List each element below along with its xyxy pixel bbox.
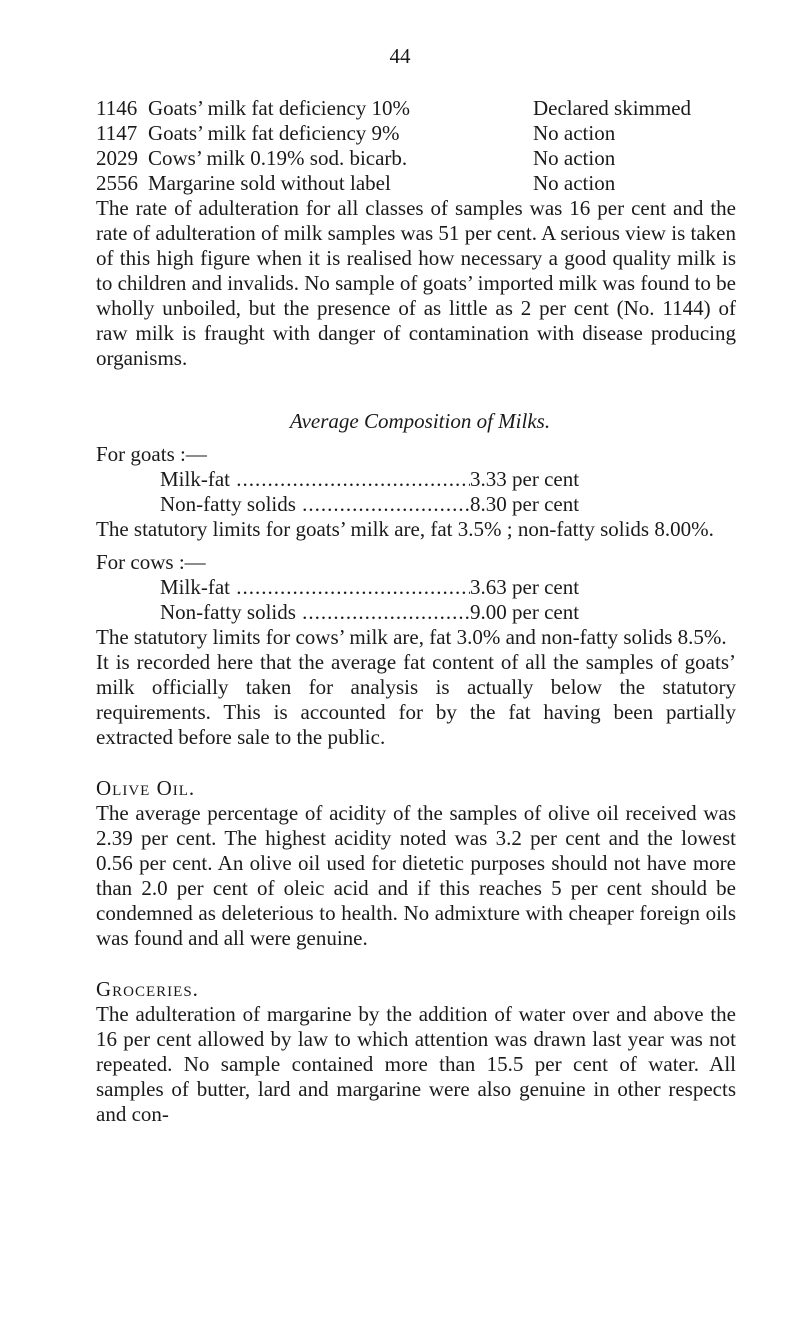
paragraph-groceries: The adulteration of margarine by the addition of water over and above the 16 per cent allowed by law to which attention was drawn last year was not repeated. No sample contained more than 15.5 per cent of water. All samples of butter, lard and margarine were also genuine in other respects and con- (96, 1002, 736, 1126)
cows-solids-value: 9.00 per cent (470, 600, 580, 624)
goats-label: For goats :— (96, 442, 207, 466)
page-body (96, 96, 736, 1127)
goats-milk-fat-label: Milk-fat ..... (160, 467, 470, 492)
section-heading-olive-oil: Olive Oil. (96, 776, 196, 800)
table-row (96, 96, 736, 121)
sample-action: No action (533, 146, 616, 170)
table-row (96, 146, 736, 171)
sample-description: Margarine sold without label (148, 171, 391, 195)
goats-solids-value: 8.30 per cent (470, 492, 580, 516)
cows-milk-fat-label: Milk-fat ..... (160, 575, 470, 600)
sample-description: Goats’ milk fat deficiency 10% (148, 96, 411, 120)
cows-solids-line (96, 600, 736, 625)
sample-action: No action (533, 121, 616, 145)
goats-statutory-limits: The statutory limits for goats’ milk are, fat 3.5% ; non-fatty solids 8.00%. (96, 517, 714, 541)
section-heading-milks: Average Composition of Milks. (289, 409, 551, 433)
sample-action: No action (533, 171, 616, 195)
sample-number: 1147 (96, 121, 138, 145)
page-number: 44 (389, 44, 411, 68)
cows-milk-fat-line (96, 575, 736, 600)
goats-milk-fat-value: 3.33 per cent (470, 467, 580, 491)
cows-statutory-limits: The statutory limits for cows’ milk are, fat 3.0% and non-fatty solids 8.5%. (96, 625, 727, 649)
cows-label: For cows :— (96, 550, 206, 574)
sample-number: 2029 (96, 146, 138, 170)
paragraph-recorded: It is recorded here that the average fat content of all the samples of goats’ milk officially taken for analysis is actually below the statutory requirements. This is accounted for by the fat having been partially extracted before sale to the public. (96, 650, 736, 749)
sample-number: 1146 (96, 96, 138, 120)
goats-solids-line (96, 492, 736, 517)
sample-action: Declared skimmed (533, 96, 692, 120)
cows-milk-fat-value: 3.63 per cent (470, 575, 580, 599)
samples-table (96, 96, 736, 196)
sample-description: Cows’ milk 0.19% sod. bicarb. (148, 146, 408, 170)
goats-milk-fat-line (96, 467, 736, 492)
table-row (96, 121, 736, 146)
sample-number: 2556 (96, 171, 138, 195)
sample-description: Goats’ milk fat deficiency 9% (148, 121, 400, 145)
paragraph-adulteration: The rate of adulteration for all classes of samples was 16 per cent and the rate of adulteration of milk samples was 51 per cent. A serious view is taken of this high figure when it is realised how necessary a good quality milk is to children and invalids. No sample of goats’ imported milk was found to be wholly unboiled, but the presence of as little as 2 per cent (No. 1144) of raw milk is fraught with danger of contamination with disease producing organisms. (96, 196, 736, 370)
cows-solids-label: Non-fatty solids ..... (160, 600, 470, 625)
table-row (96, 171, 736, 196)
section-heading-groceries: Groceries. (96, 977, 199, 1001)
paragraph-olive-oil: The average percentage of acidity of the samples of olive oil received was 2.39 per cent. The highest acidity noted was 3.2 per cent and the lowest 0.56 per cent. An olive oil used for dietetic purposes should not have more than 2.0 per cent of oleic acid and if this reaches 5 per cent should be condemned as deleterious to health. No admixture with cheaper foreign oils was found and all were genuine. (96, 801, 736, 950)
goats-solids-label: Non-fatty solids ..... (160, 492, 470, 517)
